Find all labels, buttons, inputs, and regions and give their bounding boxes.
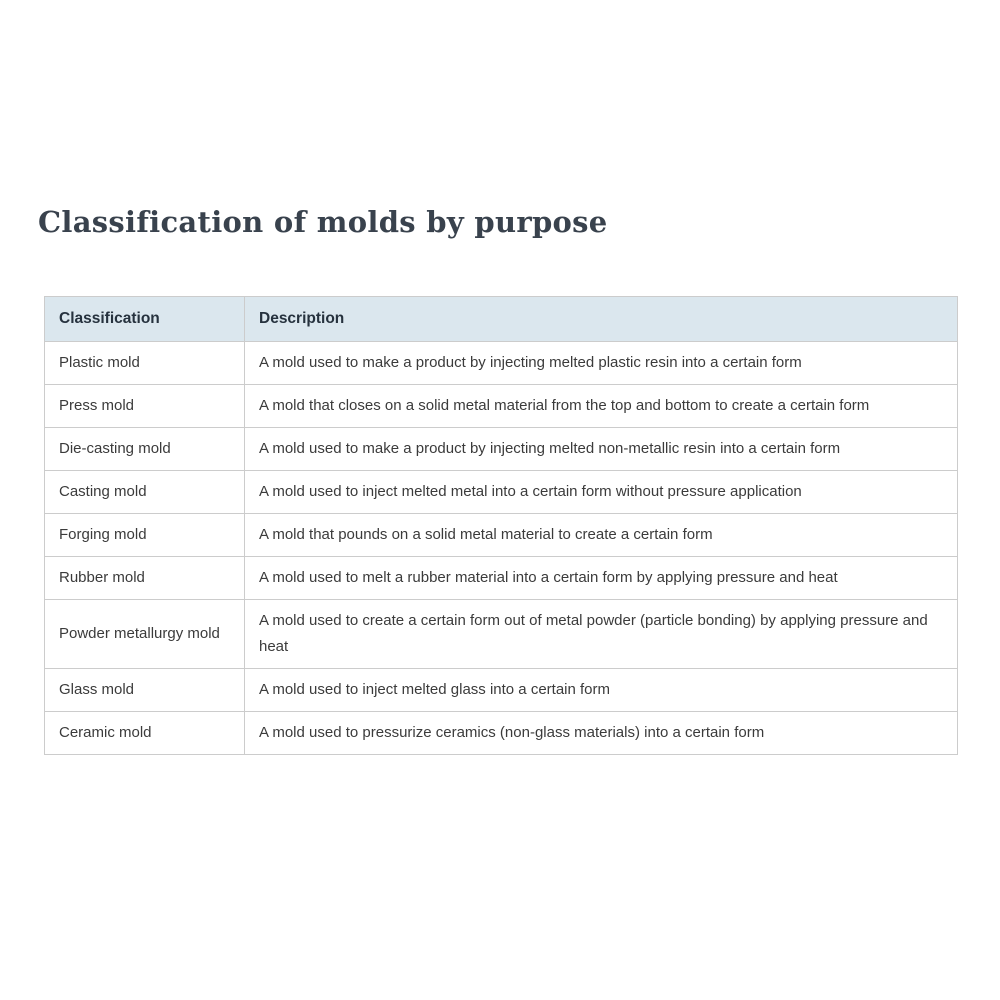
- description-cell: A mold used to pressurize ceramics (non-glass materials) into a certain form: [245, 712, 958, 755]
- table-row: [45, 712, 958, 755]
- column-header-description: Description: [245, 297, 958, 342]
- content-area: [38, 0, 958, 755]
- classification-cell: Powder metallurgy mold: [45, 600, 245, 669]
- description-cell: A mold used to inject melted metal into a certain form without pressure application: [245, 471, 958, 514]
- table-row: [45, 557, 958, 600]
- classification-cell: Die-casting mold: [45, 428, 245, 471]
- page-title: Classification of molds by purpose: [38, 205, 608, 239]
- molds-classification-table: [44, 296, 958, 755]
- description-cell: A mold used to make a product by injecting melted plastic resin into a certain form: [245, 342, 958, 385]
- classification-cell: Glass mold: [45, 669, 245, 712]
- classification-cell: Plastic mold: [45, 342, 245, 385]
- classification-cell: Rubber mold: [45, 557, 245, 600]
- classification-cell: Casting mold: [45, 471, 245, 514]
- column-header-classification: Classification: [45, 297, 245, 342]
- table-row: [45, 669, 958, 712]
- description-cell: A mold used to inject melted glass into a certain form: [245, 669, 958, 712]
- classification-cell: Press mold: [45, 385, 245, 428]
- table-row: [45, 385, 958, 428]
- table-row: [45, 514, 958, 557]
- table-row: [45, 471, 958, 514]
- classification-cell: Forging mold: [45, 514, 245, 557]
- description-cell: A mold used to make a product by injecting melted non-metallic resin into a certain form: [245, 428, 958, 471]
- table-row: [45, 342, 958, 385]
- description-cell: A mold that closes on a solid metal material from the top and bottom to create a certain form: [245, 385, 958, 428]
- table-row: [45, 600, 958, 669]
- description-cell: A mold used to create a certain form out of metal powder (particle bonding) by applying pressure and heat: [245, 600, 958, 669]
- table-row: [45, 428, 958, 471]
- description-cell: A mold used to melt a rubber material into a certain form by applying pressure and heat: [245, 557, 958, 600]
- table-body: [45, 342, 958, 755]
- description-cell: A mold that pounds on a solid metal material to create a certain form: [245, 514, 958, 557]
- classification-cell: Ceramic mold: [45, 712, 245, 755]
- table-header-row: [45, 297, 958, 342]
